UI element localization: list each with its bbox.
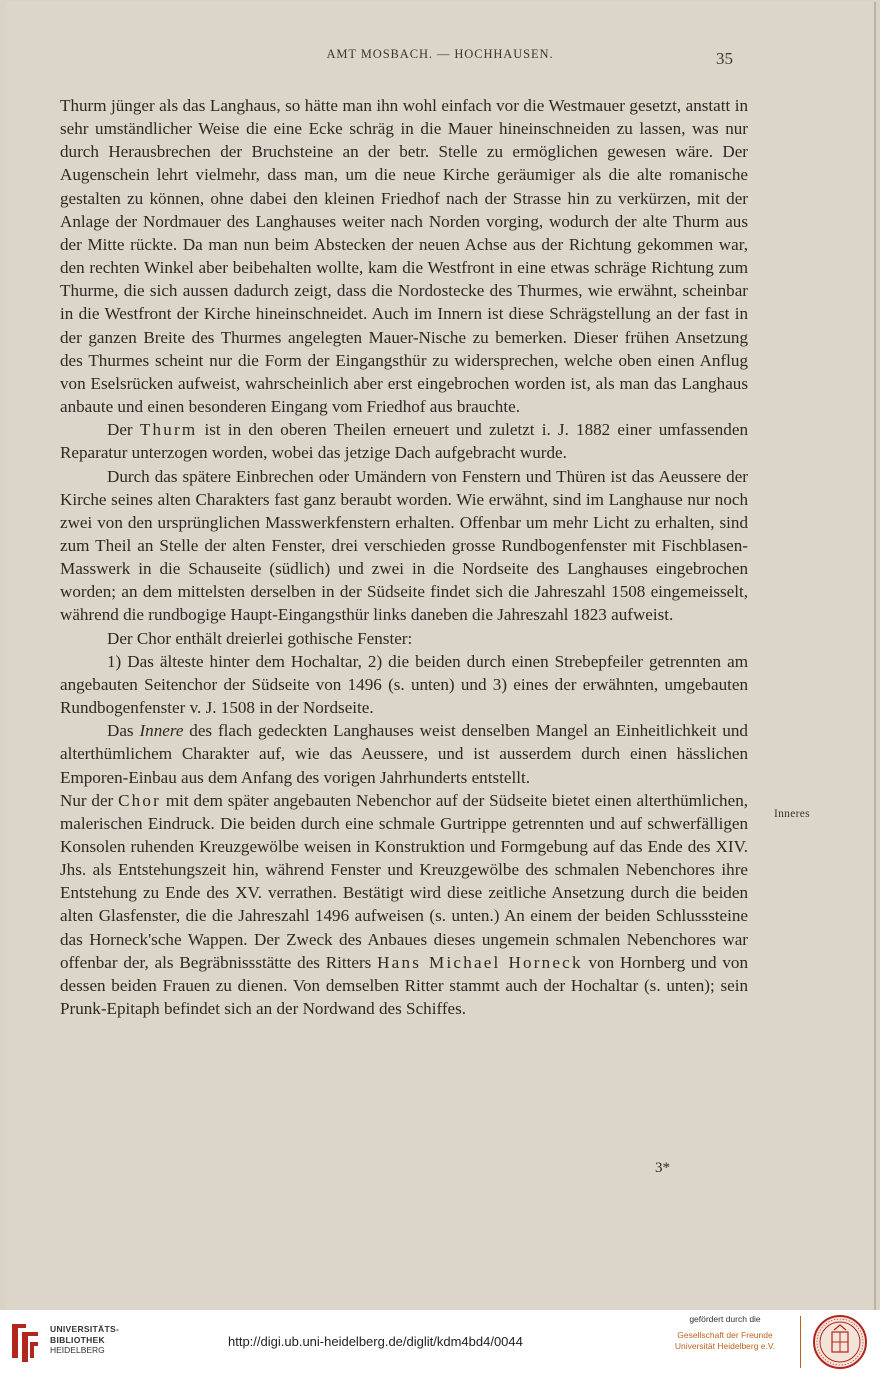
paragraph-7-spaced-term: Chor xyxy=(118,790,162,810)
permalink-url[interactable]: http://digi.ub.uni-heidelberg.de/diglit/kdm4bd4/0044 xyxy=(228,1334,523,1349)
paragraph-2-spaced-term: Thurm xyxy=(139,420,198,440)
paragraph-5: 1) Das älteste hinter dem Hochaltar, 2) die beiden durch einen Strebepfeiler getrennten am angebauten Seitenchor der Südseite von 1496 (s. unten) und 3) eines der erwähnten, umgebauten Rundbogenfenster v. J. 1508 in der Nordseite. xyxy=(60,651,748,718)
library-line-2: BIBLIOTHEK xyxy=(50,1334,105,1345)
page-number: 35 xyxy=(716,49,733,68)
funding-label: gefördert durch die xyxy=(689,1314,761,1324)
footer-divider xyxy=(800,1316,801,1368)
library-name xyxy=(50,1324,119,1356)
funding-org-line-2: Universität Heidelberg e.V. xyxy=(674,1341,776,1351)
paragraph-2-lead: Der xyxy=(107,420,133,440)
body-text xyxy=(60,94,748,1020)
library-line-3: HEIDELBERG xyxy=(50,1345,105,1355)
paragraph-6 xyxy=(60,719,748,788)
university-seal-icon xyxy=(812,1314,868,1370)
funding-org-line-1: Gesellschaft der Freunde xyxy=(677,1329,773,1340)
paragraph-4: Der Chor enthält dreierlei gothische Fenster: xyxy=(107,628,413,648)
paragraph-7 xyxy=(60,789,748,1021)
funding-block xyxy=(660,1314,790,1353)
paragraph-3: Durch das spätere Einbrechen oder Umändern von Fenstern und Thüren ist das Aeussere der Kirche seines alten Charakters fast ganz beraubt worden. Wie erwähnt, sind im Langhause nur noch zwei von den ursprünglichen Masswerkfenstern erhalten. Offenbar um mehr Licht zu erhalten, sind zum Theil an Stelle der alten Fenster, drei verschieden grosse Rundbogenfenster mit Fischblasen-Masswerk in die Schauseite (südlich) und zwei in die Nordseite des Langhauses eingebrochen worden; an dem mittelsten derselben in der Südseite findet sich die Jahreszahl 1508 eingemeisselt, während die rundbogige Haupt-Eingangsthür links daneben die Jahreszahl 1823 aufweist. xyxy=(60,466,748,625)
paragraph-2-text: ist in den oberen Theilen erneuert und zuletzt i. J. 1882 einer umfassenden Reparatur unterzogen worden, wobei das jetzige Dach aufgebracht wurde. xyxy=(60,420,748,463)
paragraph-6-italic-term: Innere xyxy=(139,721,184,741)
signature-mark: 3* xyxy=(655,1160,670,1176)
running-head: AMT MOSBACH. — HOCHHAUSEN. xyxy=(326,47,554,61)
paragraph-7-lead: Nur der xyxy=(60,790,114,810)
paragraph-1: Thurm jünger als das Langhaus, so hätte man ihn wohl einfach vor die Westmauer gesetzt, anstatt in sehr umständlicher Weise die eine Ecke schräg in die Mauer hineinschneiden zu lassen, was nur durch Herausbrechen der Bruchsteine an der betr. Stelle zu ermöglichen gewesen wäre. Der Augenschein lehrt vielmehr, dass man, um die neue Kirche geräumiger als die alte romanische gestalten zu können, ohne dabei den kleinen Friedhof nach der Strasse hin zu verkürzen, mit der Anlage der Nordmauer des Langhauses weiter nach Norden vorging, wodurch der alte Thurm aus der Mitte rückte. Da man nun beim Abstecken der neuen Achse aus der Richtung gekommen war, den rechten Winkel aber beibehalten wollte, kam die Westfront in eine etwas schräge Richtung zum Thurme, die sich aussen dadurch zeigt, dass die Nordostecke des Thurmes, wie erwähnt, scheinbar in die Westfront der Kirche hineinschneidet. Auch im Innern ist diese Schrägstellung an der fast in der ganzen Breite des Thurmes angelegten Mauer-Nische zu bemerken. Dieser frühen Ansetzung des Thurmes scheint nur die Form der Eingangsthür zu widersprechen, welche oben einen Anflug von Eselsrücken aufweist, wahrscheinlich aber erst eingebrochen worden ist, als man das Langhaus anbaute und einen besonderen Eingang vom Friedhof aus brauchte. xyxy=(60,96,748,417)
paragraph-7-spaced-name: Hans Michael Horneck xyxy=(377,952,583,972)
paragraph-2 xyxy=(60,418,748,464)
paragraph-6-text: des flach gedeckten Langhauses weist denselben Mangel an Einheitlichkeit und alterthümlichem Charakter auf, wie das Aeussere, und ist ausserdem durch einen hässlichen Emporen-Einbau aus dem Anfang des vorigen Jahrhunderts entstellt. xyxy=(60,721,748,787)
marginal-note: Inneres xyxy=(774,808,810,820)
footer-bar xyxy=(0,1310,880,1375)
library-line-1: UNIVERSITÄTS- xyxy=(50,1324,120,1334)
paragraph-6-lead: Das xyxy=(107,721,134,741)
paragraph-7-tail: von Hornberg und von dessen beiden Frauen zu dienen. Von demselben Ritter stammt auch der Hochaltar (s. unten); sein Prunk-Epitaph befindet sich an der Nordwand des Schiffes. xyxy=(60,952,748,1019)
library-logo-icon xyxy=(8,1318,42,1364)
paragraph-7-text: mit dem später angebauten Nebenchor auf der Südseite bietet einen alterthümlichen, malerischen Eindruck. Die beiden durch eine schmale Gurtrippe getrennten und auf schwerfälligen Konsolen ruhenden Kreuzgewölbe weisen in Konstruktion und Formgebung auf das Ende des XIV. Jhs. als Entstehungszeit hin, während Fenster und Kreuzgewölbe des schmalen Nebenchores ihre Entstehung zu Ende des XV. verrathen. Bestätigt wird diese zeitliche Ansetzung durch die beiden alten Glasfenster, die die Jahreszahl 1496 aufweisen (s. unten.) An einem der beiden Schlusssteine das Horneck'sche Wappen. Der Zweck des Anbaues dieses ungemein schmalen Nebenchores war offenbar der, als Begräbnissstätte des Ritters xyxy=(60,790,749,972)
